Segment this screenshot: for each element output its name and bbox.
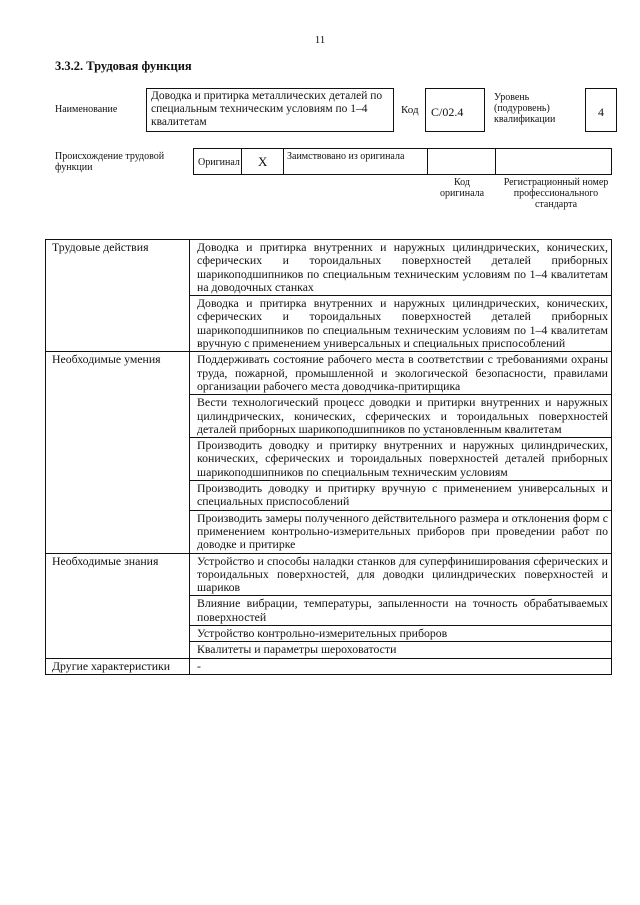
original-mark: X	[258, 154, 268, 169]
table-row	[46, 352, 612, 395]
original-mark-cell	[242, 149, 284, 174]
borrowed-label: Заимствовано из оригинала	[287, 151, 405, 162]
original-code-cell	[428, 149, 496, 174]
section-label: Трудовые действия	[46, 240, 190, 352]
table-row	[46, 553, 612, 596]
origin-label: Происхождение трудовой функции	[55, 151, 165, 173]
section-item: Производить замеры полученного действительного размера и отклонения форм с применением контрольно-измерительных приборов при проведении работ по доводке и притирке	[190, 510, 612, 553]
original-label: Оригинал	[198, 157, 240, 168]
section-item: Устройство контрольно-измерительных приборов	[190, 626, 612, 642]
section-item: Влияние вибрации, температуры, запыленности на точность обрабатываемых поверхностей	[190, 596, 612, 626]
function-details-table	[45, 239, 612, 675]
section-item: Производить доводку и притирку вручную с применением универсальных и специальных приспособлений	[190, 481, 612, 511]
registration-number-caption: Регистрационный номер профессионального стандарта	[503, 177, 609, 210]
section-label: Необходимые знания	[46, 553, 190, 658]
borrowed-label-cell	[284, 149, 428, 174]
code-label: Код	[401, 104, 419, 116]
page-number: 11	[314, 34, 326, 46]
section-label: Другие характеристики	[46, 658, 190, 674]
level-label: Уровень (подуровень) квалификации	[494, 92, 556, 125]
origin-row	[193, 148, 612, 175]
section-item: Поддерживать состояние рабочего места в соответствии с требованиями охраны труда, пожарной, промышленной и экологической безопасности, правилами организации рабочего места доводчика-притирщика	[190, 352, 612, 395]
function-name-box: Доводка и притирка металлических деталей по специальным техническим условиям по 1–4 квалитетам	[146, 88, 394, 132]
section-item: -	[190, 658, 612, 674]
name-label: Наименование	[55, 104, 118, 115]
original-code-caption: Код оригинала	[439, 177, 485, 199]
section-item: Доводка и притирка внутренних и наружных цилиндрических, конических, сферических и тороидальных поверхностей деталей приборных шарикоподшипников по специальным техническим условиям по 1–4 квалитетам на доводочных станках	[190, 240, 612, 296]
section-item: Производить доводку и притирку внутренних и наружных цилиндрических, конических, сферических и тороидальных поверхностей деталей приборных шарикоподшипников по специальным техническим условиям	[190, 438, 612, 481]
table-row	[46, 658, 612, 674]
registration-number-cell	[496, 149, 611, 174]
original-label-cell	[194, 149, 242, 174]
section-item: Квалитеты и параметры шероховатости	[190, 642, 612, 658]
level-value-box: 4	[585, 88, 617, 132]
section-title: 3.3.2. Трудовая функция	[55, 59, 192, 73]
section-item: Вести технологический процесс доводки и притирки внутренних и наружных цилиндрических, конических, сферических и тороидальных поверхностей деталей приборных шарикоподшипников по установленным квалитетам	[190, 395, 612, 438]
section-item: Устройство и способы наладки станков для суперфиниширования сферических и тороидальных поверхностей, для доводки цилиндрических поверхностей и шариков	[190, 553, 612, 596]
section-item: Доводка и притирка внутренних и наружных цилиндрических, конических, сферических и тороидальных поверхностей деталей приборных шарикоподшипников по специальным техническим условиям по 1–4 квалитетам вручную с применением универсальных и специальных приспособлений	[190, 296, 612, 352]
section-label: Необходимые умения	[46, 352, 190, 553]
code-value-box: C/02.4	[425, 88, 485, 132]
table-row	[46, 240, 612, 296]
